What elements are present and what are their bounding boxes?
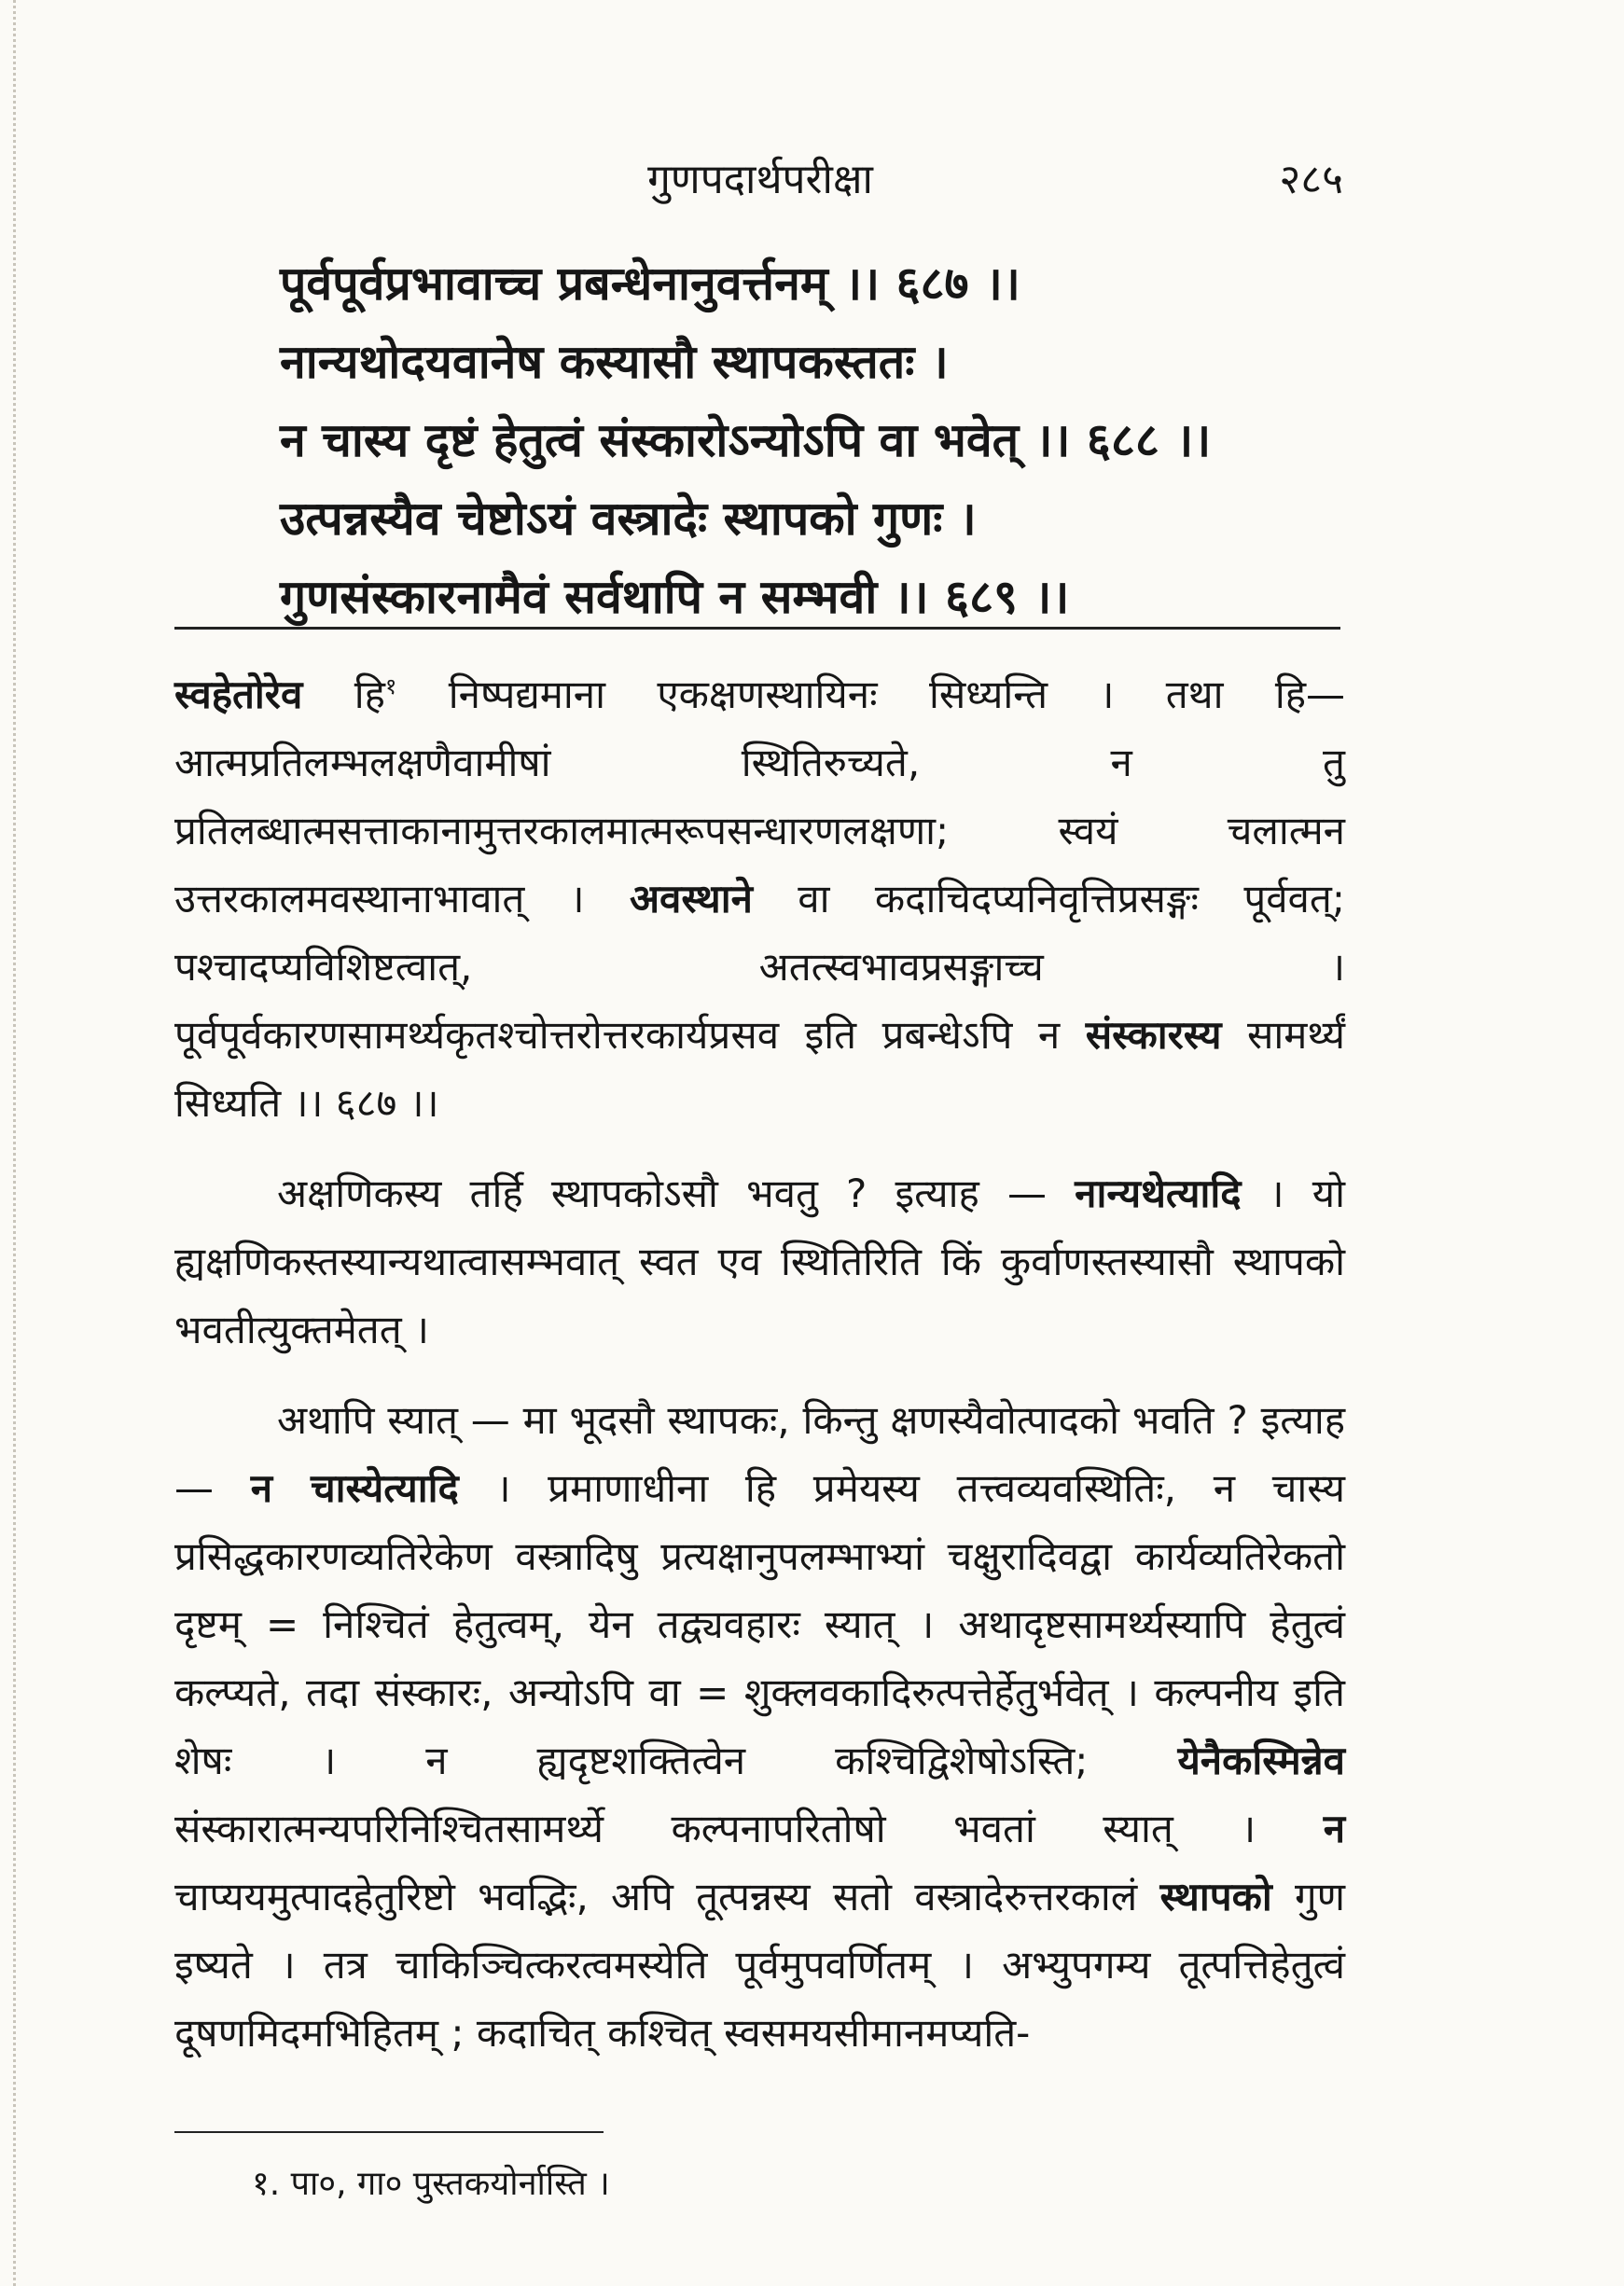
keyword: येनैकस्मिन्नेव — [1177, 1738, 1345, 1783]
text-run: गुण इष्यते । तत्र चाकिञ्चित्करत्वमस्येति पूर्वमुपवर्णितम् । अभ्युपगम्य तूत्पत्तिहेतुत्वं दूषणमिदमभिहितम् ; कदाचित् कश्चित् स्वसमयसीमानमप्यति- — [174, 1874, 1345, 2056]
keyword: न — [1323, 1806, 1345, 1851]
verse-line: गुणसंस्कारनामैवं सर्वथापि न सम्भवी ।। ६८९ ।। — [280, 570, 1070, 624]
text-run: वा कदाचिदप्यनिवृत्तिप्रसङ्गः पूर्ववत्; पश्चादप्यविशिष्टत्वात्, अतत्स्वभावप्रसङ्गाच्च । पूर्वपूर्वकारणसामर्थ्यकृतश्चोत्तरोत्तरकार्यप्रसव इति प्रबन्धेऽपि न — [174, 876, 1345, 1058]
commentary-paragraph — [174, 1386, 1345, 2067]
keyword: स्वहेतोरेव — [174, 672, 303, 717]
verse-line: उत्पन्नस्यैव चेष्टोऽयं वस्त्रादेः स्थापको गुणः । — [280, 492, 977, 546]
verse-line: पूर्वपूर्वप्रभावाच्च प्रबन्धेनानुवर्त्तनम् ।। ६८७ ।। — [280, 256, 1020, 311]
footnote: १. पा०, गा० पुस्तकयोर्नास्ति । — [252, 2165, 610, 2203]
text-run: अथापि स्यात् — मा भूदसौ स्थापकः, किन्तु क्षणस्यैवोत्पादको भवति ? इत्याह — — [174, 1397, 1345, 1511]
keyword: स्थापको — [1159, 1874, 1272, 1919]
commentary-paragraph — [174, 1159, 1345, 1364]
verse-divider — [174, 627, 1340, 630]
text-run: । यो ह्यक्षणिकस्तस्यान्यथात्वासम्भवात् स्वत एव स्थितिरिति किं कुर्वाणस्तस्यासौ स्थापको भवतीत्युक्तमेतत् । — [174, 1171, 1345, 1352]
text-run: सामर्थ्यं सिध्यति ।। ६८७ ।। — [174, 1012, 1345, 1126]
footnote-divider — [174, 2131, 604, 2133]
running-title: गुणपदार्थपरीक्षा — [647, 156, 873, 203]
running-header — [177, 149, 1343, 215]
text-run: निष्पद्यमाना एकक्षणस्थायिनः सिध्यन्ति । तथा हि— आत्मप्रतिलम्भलक्षणैवामीषां स्थितिरुच्यते, न तु प्रतिलब्धात्मसत्ताकानामुत्तरकालमात्मरूपसन्धारणलक्षणा; स्वयं चलात्मन उत्तरकालमवस्थानाभावात् । — [174, 672, 1346, 921]
keyword: संस्कारस्य — [1085, 1012, 1222, 1058]
verse-line: न चास्य दृष्टं हेतुत्वं संस्कारोऽन्योऽपि वा भवेत् ।। ६८८ ।। — [280, 413, 1212, 467]
text-run: हि — [302, 672, 385, 717]
text-run: संस्कारात्मन्यपरिनिश्चितसामर्थ्ये कल्पनापरितोषो भवतां स्यात् । — [174, 1806, 1324, 1851]
text-run: । प्रमाणाधीना हि प्रमेयस्य तत्त्वव्यवस्थितिः, न चास्य प्रसिद्धकारणव्यतिरेकेण वस्त्रादिषु प्रत्यक्षानुपलम्भाभ्यां चक्षुरादिवद्वा कार्यव्यतिरेकतो दृष्टम् = निश्चितं हेतुत्वम्, येन तद्व्यवहारः स्यात् । अथादृष्टसामर्थ्यस्यापि हेतुत्वं कल्प्यते, तदा संस्कारः, अन्योऽपि वा = शुक्लवकादिरुत्पत्तेर्हेतुर्भवेत् । कल्पनीय इति शेषः । न ह्यदृष्टशक्तित्वेन कश्चिद्विशेषोऽस्ति; — [174, 1465, 1345, 1783]
commentary — [174, 653, 1345, 2089]
commentary-paragraph — [174, 653, 1345, 1137]
verse-block — [280, 244, 1343, 636]
keyword: अवस्थाने — [629, 876, 753, 921]
text-run: चाप्ययमुत्पादहेतुरिष्टो भवद्भिः, अपि तूत्पन्नस्य सतो वस्त्रादेरुत्तरकालं — [174, 1874, 1160, 1919]
verse-line: नान्यथोदयवानेष कस्यासौ स्थापकस्ततः । — [280, 335, 949, 389]
page-binding-edge — [0, 0, 16, 2286]
keyword: न चास्येत्यादि — [250, 1465, 459, 1511]
text-run: अक्षणिकस्य तर्हि स्थापकोऽसौ भवतु ? इत्याह — — [277, 1171, 1076, 1216]
keyword: नान्यथेत्यादि — [1075, 1171, 1242, 1216]
footnote-marker: १ — [384, 673, 397, 700]
page-number: २८५ — [1279, 156, 1343, 203]
